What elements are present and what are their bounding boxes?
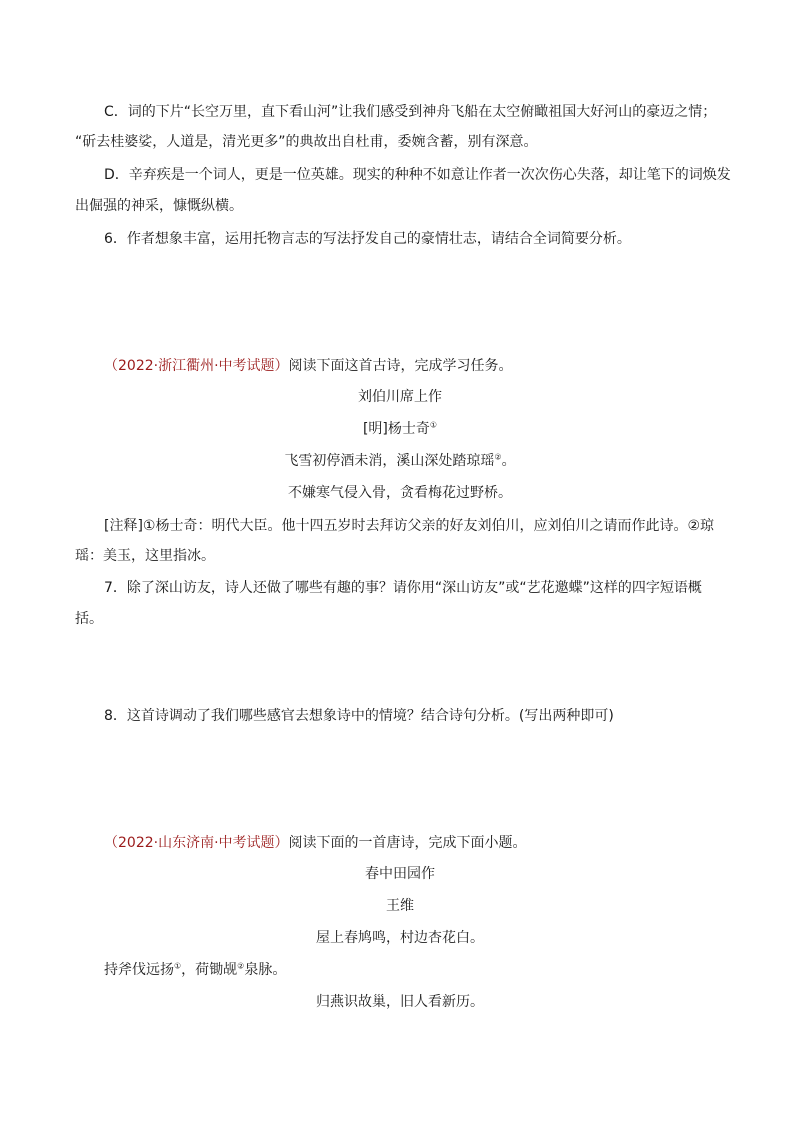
poem-2-line-2 [104,960,724,980]
poem-1-line-1-end: 。 [501,453,516,469]
source-label-quzhou: （2022·浙江衢州·中考试题） [104,358,289,374]
question-7-line-2: 括。 [75,611,103,627]
footnote-mark-3: ① [174,961,182,971]
notes-line-1: [注释]①杨士奇：明代大臣。他十四五岁时去拜访父亲的好友刘伯川，应刘伯川之请而作此诗。②琼 [104,518,715,534]
passage-intro-jinan [104,833,724,853]
passage-intro-quzhou [104,356,724,376]
option-d-line-1: D．辛弃疾是一个词人，更是一位英雄。现实的种种不如意让作者一次次伤心失落，却让笔下的词焕发 [104,167,731,183]
poem-2-line-2-part-b: ，荷锄觇 [181,962,238,978]
footnote-mark-4: ② [237,961,245,971]
footnote-mark-2: ② [494,452,502,462]
poem-2-line-1: 屋上春鸠鸣，村边杏花白。 [316,930,484,946]
poem-title-1: 刘伯川席上作 [358,389,442,405]
poem-2-line-2-part-a: 持斧伐远扬 [104,962,174,978]
poem-author-1 [75,419,725,439]
notes-line-2: 瑶：美玉，这里指冰。 [75,548,215,564]
poem-1-line-1 [75,451,725,471]
poem-author-1-name: [明]杨士奇 [362,421,430,437]
option-c-line-2: “斫去桂婆娑，人道是，清光更多”的典故出自杜甫，委婉含蓄，别有深意。 [75,134,538,150]
poem-1-line-2: 不嫌寒气侵入骨，贪看梅花过野桥。 [288,485,512,501]
footnote-mark-1: ① [429,420,438,430]
option-d-line-2: 出倔强的神采，慷慨纵横。 [75,198,243,214]
intro-text-quzhou: 阅读下面这首古诗，完成学习任务。 [288,358,513,374]
poem-2-line-3: 归燕识故巢，旧人看新历。 [316,994,484,1010]
question-8: 8．这首诗调动了我们哪些感官去想象诗中的情境？结合诗句分析。(写出两种即可) [104,708,614,724]
intro-text-jinan: 阅读下面的一首唐诗，完成下面小题。 [288,835,527,851]
question-6: 6．作者想象丰富，运用托物言志的写法抒发自己的豪情壮志，请结合全词简要分析。 [104,231,631,247]
source-label-jinan: （2022·山东济南·中考试题） [104,835,289,851]
poem-author-2: 王维 [386,898,414,914]
option-c-line-1: C．词的下片“长空万里，直下看山河”让我们感受到神舟飞船在太空俯瞰祖国大好河山的豪迈之情； [104,104,717,120]
poem-title-2: 春中田园作 [365,866,435,882]
poem-2-line-2-part-c: 泉脉。 [244,962,287,978]
poem-1-line-1-text: 飞雪初停酒未消，溪山深处踏琼瑶 [284,453,495,469]
question-7-line-1: 7．除了深山访友，诗人还做了哪些有趣的事？请你用“深山访友”或“艺花邀蝶”这样的四字短语概 [104,580,702,596]
